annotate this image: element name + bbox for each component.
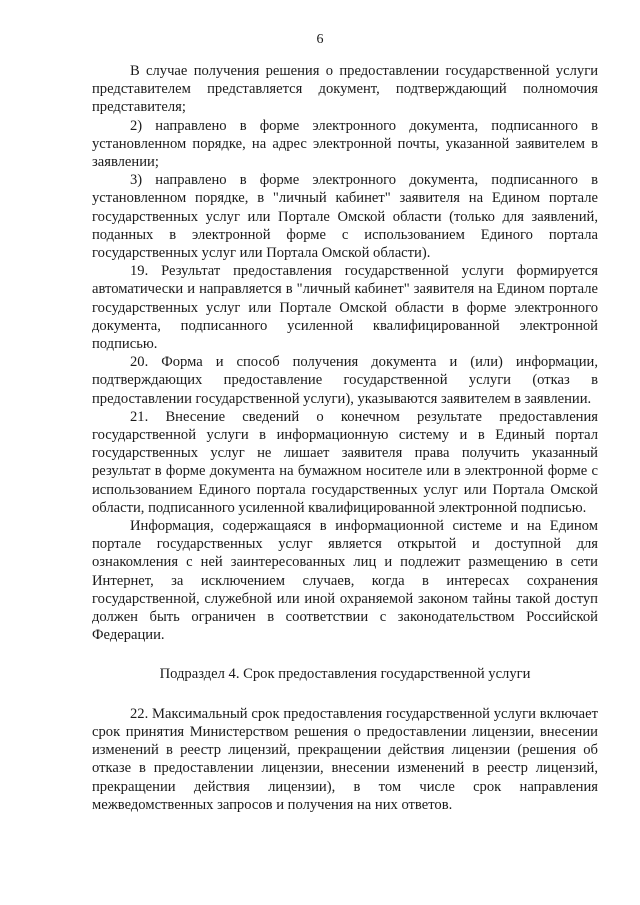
paragraph-information: Информация, содержащаяся в информационной системе и на Едином портале государственных услуг является открытой и доступной для ознакомления с ней заинтересованных лиц и подлежит размещению в сети Интернет, за исключением случаев, когда в интересах сохранения государственной, служебной или иной охраняемой законом тайны такой доступ должен быть ограничен в соответствии с законодательством Российской Федерации. (92, 518, 598, 644)
paragraph-representative: В случае получения решения о предоставлении государственной услуги представителем представляется документ, подтверждающий полномочия представителя; (92, 63, 598, 116)
document-body (92, 62, 598, 814)
page-number: 6 (316, 32, 324, 47)
paragraph-item-2: 2) направлено в форме электронного документа, подписанного в установленном порядке, на адрес электронной почты, указанной заявителем в заявлении; (92, 117, 598, 171)
paragraph-item-3: 3) направлено в форме электронного документа, подписанного в установленном порядке, в "личный кабинет" заявителя на Едином портале государственных услуг или Портале Омской области (только для заявлений, поданных в электронной форме с использованием Единого портала государственных услуг или Портала Омской области). (92, 172, 598, 262)
paragraph-19: 19. Результат предоставления государственной услуги формируется автоматически и направляется в "личный кабинет" заявителя на Едином портале государственных услуг или Портале Омской области в форме электронного документа, подписанного усиленной квалифицированной электронной подписью. (92, 263, 598, 353)
paragraph-20: 20. Форма и способ получения документа и (или) информации, подтверждающих предоставление государственной услуги (отказ в предоставлении государственной услуги), указываются заявителем в заявлении. (92, 354, 598, 407)
paragraph-22: 22. Максимальный срок предоставления государственной услуги включает срок принятия Министерством решения о предоставлении лицензии, внесении изменений в реестр лицензий, прекращении действия лицензии (решения об отказе в предоставлении лицензии, внесении изменений в реестр лицензий, прекращении действия лицензии), в том числе срок направления межведомственных запросов и получения на них ответов. (92, 705, 598, 813)
section-heading: Подраздел 4. Срок предоставления государственной услуги (159, 665, 531, 682)
paragraph-21: 21. Внесение сведений о конечном результате предоставления государственной услуги в информационную систему и в Единый портал государственных услуг не лишает заявителя права получить указанный результат в форме документа на бумажном носителе или в электронной форме с использованием Единого портала государственных услуг или Портала Омской области, подписанного усиленной квалифицированной электронной подписью. (92, 408, 598, 516)
